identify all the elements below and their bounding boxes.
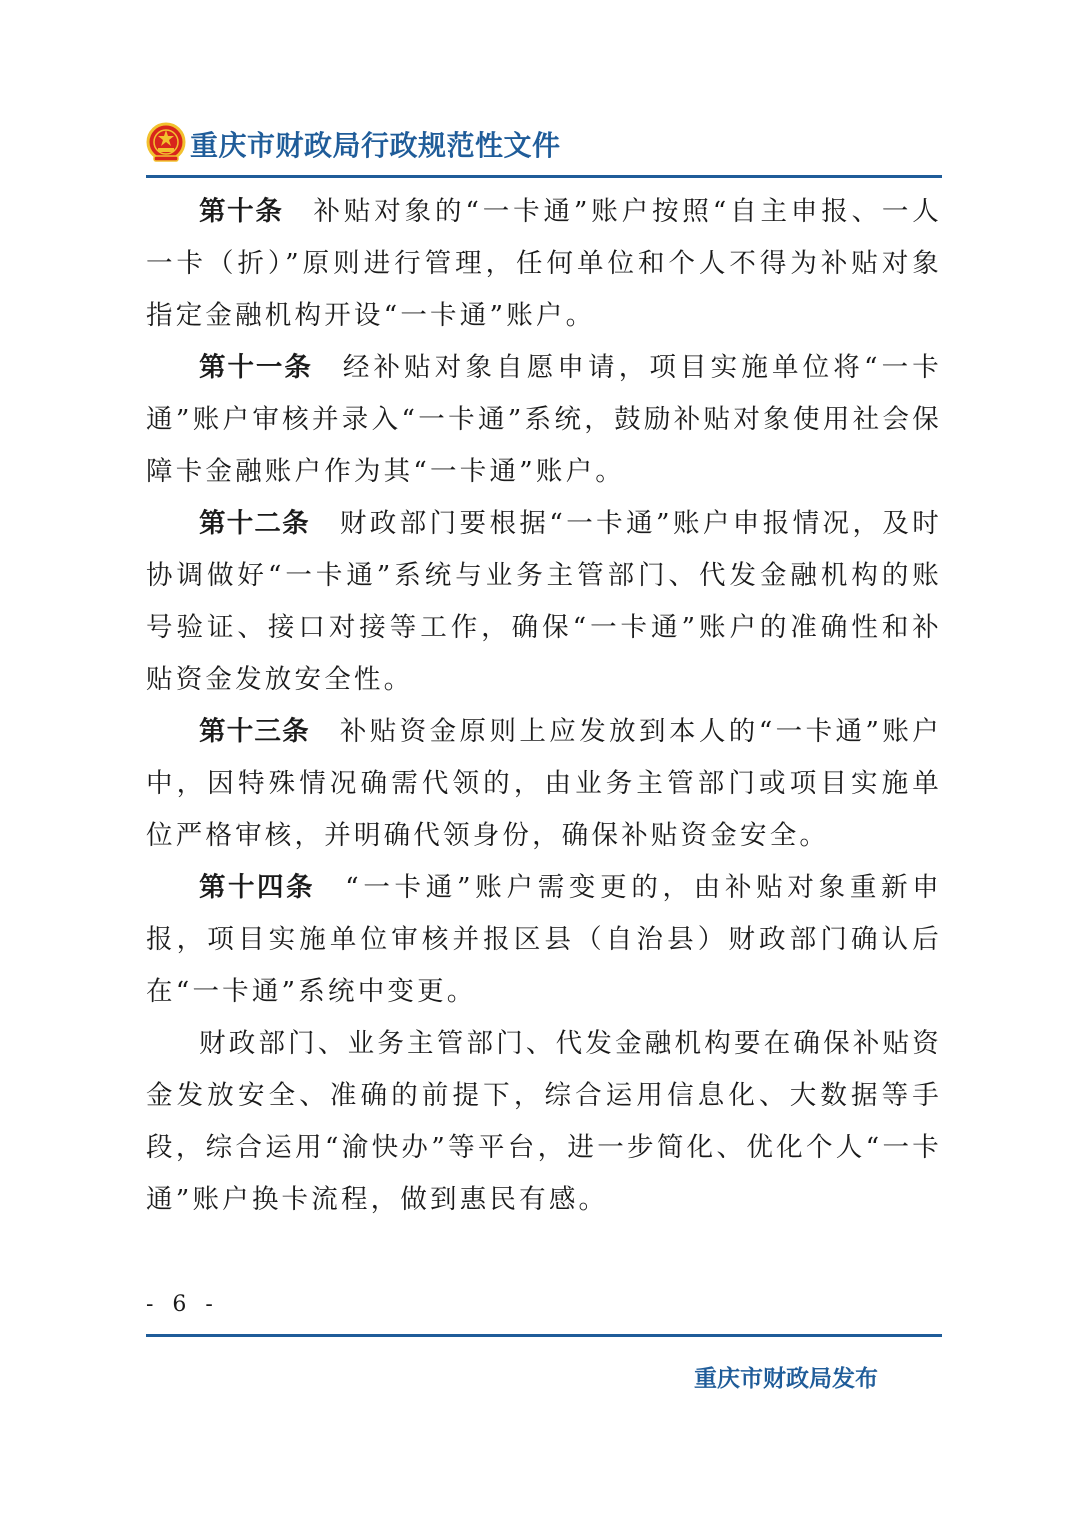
article-text: 财政部门要根据“一卡通”账户申报情况，及时协调做好“一卡通”系统与业务主管部门、代发金融机构的账号验证、接口对接等工作，确保“一卡通”账户的准确性和补贴资金发放安全性。 <box>146 508 943 695</box>
article-paragraph <box>146 342 942 498</box>
header-title: 重庆市财政局行政规范性文件 <box>190 129 561 162</box>
article-paragraph <box>146 498 942 706</box>
document-body <box>146 186 942 1226</box>
article-text: 经补贴对象自愿申请，项目实施单位将“一卡通”账户审核并录入“一卡通”系统，鼓励补贴对象使用社会保障卡金融账户作为其“一卡通”账户。 <box>146 352 942 487</box>
article-paragraph <box>146 186 942 342</box>
header-divider <box>146 175 942 178</box>
article-paragraph <box>146 706 942 862</box>
footer-divider <box>146 1334 942 1337</box>
article-number: 第十二条 <box>199 508 310 539</box>
article-number: 第十一条 <box>199 352 313 383</box>
page-number: - 6 - <box>146 1292 219 1317</box>
closing-paragraph: 财政部门、业务主管部门、代发金融机构要在确保补贴资金发放安全、准确的前提下，综合运用信息化、大数据等手段，综合运用“渝快办”等平台，进一步简化、优化个人“一卡通”账户换卡流程，做到惠民有感。 <box>146 1028 942 1215</box>
article-text: “一卡通”账户需变更的，由补贴对象重新申报，项目实施单位审核并报区县（自治县）财政部门确认后在“一卡通”系统中变更。 <box>146 872 942 1007</box>
document-header <box>146 118 942 178</box>
article-text: 补贴资金原则上应发放到本人的“一卡通”账户中，因特殊情况确需代领的，由业务主管部门或项目实施单位严格审核，并明确代领身份，确保补贴资金安全。 <box>146 716 943 851</box>
article-number: 第十三条 <box>199 716 310 747</box>
footer-publisher: 重庆市财政局发布 <box>694 1366 878 1392</box>
article-number: 第十四条 <box>199 872 316 903</box>
article-number: 第十条 <box>199 196 284 227</box>
article-text: 补贴对象的“一卡通”账户按照“自主申报、一人一卡（折）”原则进行管理，任何单位和个人不得为补贴对象指定金融机构开设“一卡通”账户。 <box>146 196 943 331</box>
national-emblem-icon <box>146 122 186 164</box>
article-paragraph <box>146 862 942 1018</box>
